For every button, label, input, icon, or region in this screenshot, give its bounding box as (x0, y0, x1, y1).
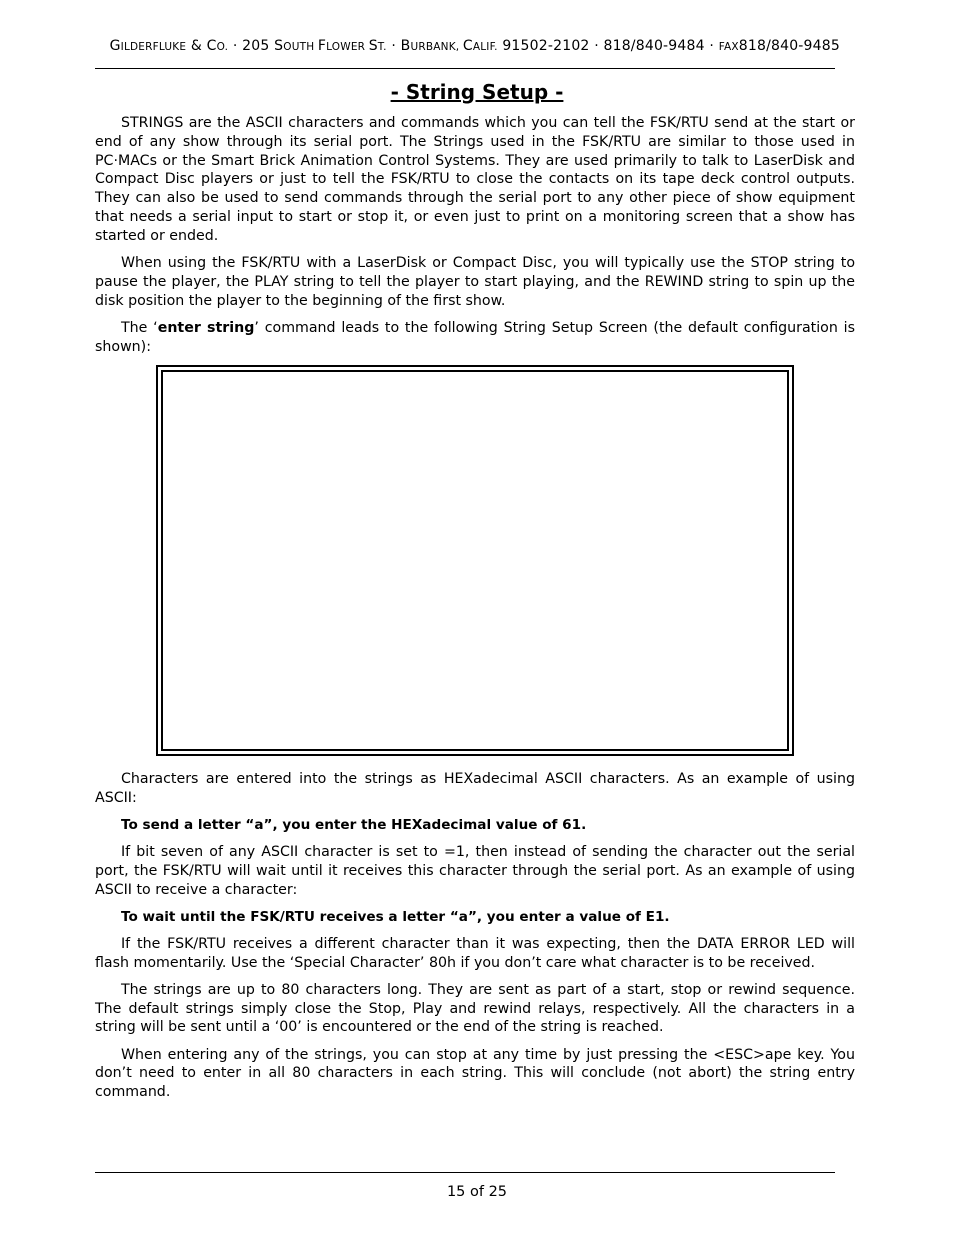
paragraph-bit-seven: If bit seven of any ASCII character is set to =1, then instead of sending the character out the serial port, the FSK/RTU will wait until it receives this character through the serial port. As an example of using ASCII to receive a character: (95, 843, 855, 898)
example-send-letter: To send a letter “a”, you enter the HEXadecimal value of 61. (121, 816, 587, 833)
footer-rule (95, 1172, 835, 1173)
paragraph-escape: When entering any of the strings, you can stop at any time by just pressing the <ESC>ape key. You don’t need to enter in all 80 characters in each string. This will conclude (not abort) the string entry command. (95, 1046, 855, 1101)
paragraph-strings-intro: STRINGS are the ASCII characters and commands which you can tell the FSK/RTU send at the start or end of any show through its serial port. The Strings used in the FSK/RTU are similar to those used in PC·MACs or the Smart Brick Animation Control Systems. They are used primarily to talk to LaserDisk and Compact Disc players or just to tell the FSK/RTU to close the contacts on its tape deck control outputs. They can also be used to send commands through the serial port to any other piece of show equipment that needs a serial input to start or stop it, or even just to print on a monitoring screen that a show has started or ended. (95, 115, 855, 244)
paragraph-laserdisk: When using the FSK/RTU with a LaserDisk or Compact Disc, you will typically use the STOP string to pause the player, the PLAY string to tell the player to start playing, and the REWIND string to spin up the disk position the player to the beginning of the first show. (95, 254, 855, 309)
paragraph-string-length: The strings are up to 80 characters long. They are sent as part of a start, stop or rewind sequence. The default strings simply close the Stop, Play and rewind relays, respectively. All the characters in a string will be sent until a ‘00’ is encountered or the end of the string is reached. (95, 981, 855, 1036)
string-setup-screen (161, 370, 789, 751)
header-rule (95, 68, 835, 69)
paragraph-hex-ascii: Characters are entered into the strings as HEXadecimal ASCII characters. As an example of using ASCII: (95, 770, 855, 806)
page-number: 15 of 25 (446, 1184, 508, 1200)
string-setup-screen-frame (156, 365, 794, 756)
paragraph-enter-string: The ‘enter string’ command leads to the following String Setup Screen (the default configuration is shown): (95, 319, 855, 355)
paragraph-data-error: If the FSK/RTU receives a different character than it was expecting, then the DATA ERROR LED will flash momentarily. Use the ‘Special Character’ 80h if you don’t care what character is to be received. (95, 935, 855, 971)
page-header: GILDERFLUKE & CO. · 205 SOUTH FLOWER ST. · BURBANK, CALIF. 91502-2102 · 818/840-9484 · FAX818/840-9485 (109, 38, 840, 54)
enter-string-command: enter string (157, 319, 255, 336)
page-title: - String Setup - (390, 80, 564, 104)
body-content (95, 114, 855, 1110)
example-wait-letter: To wait until the FSK/RTU receives a letter “a”, you enter a value of E1. (121, 908, 670, 925)
